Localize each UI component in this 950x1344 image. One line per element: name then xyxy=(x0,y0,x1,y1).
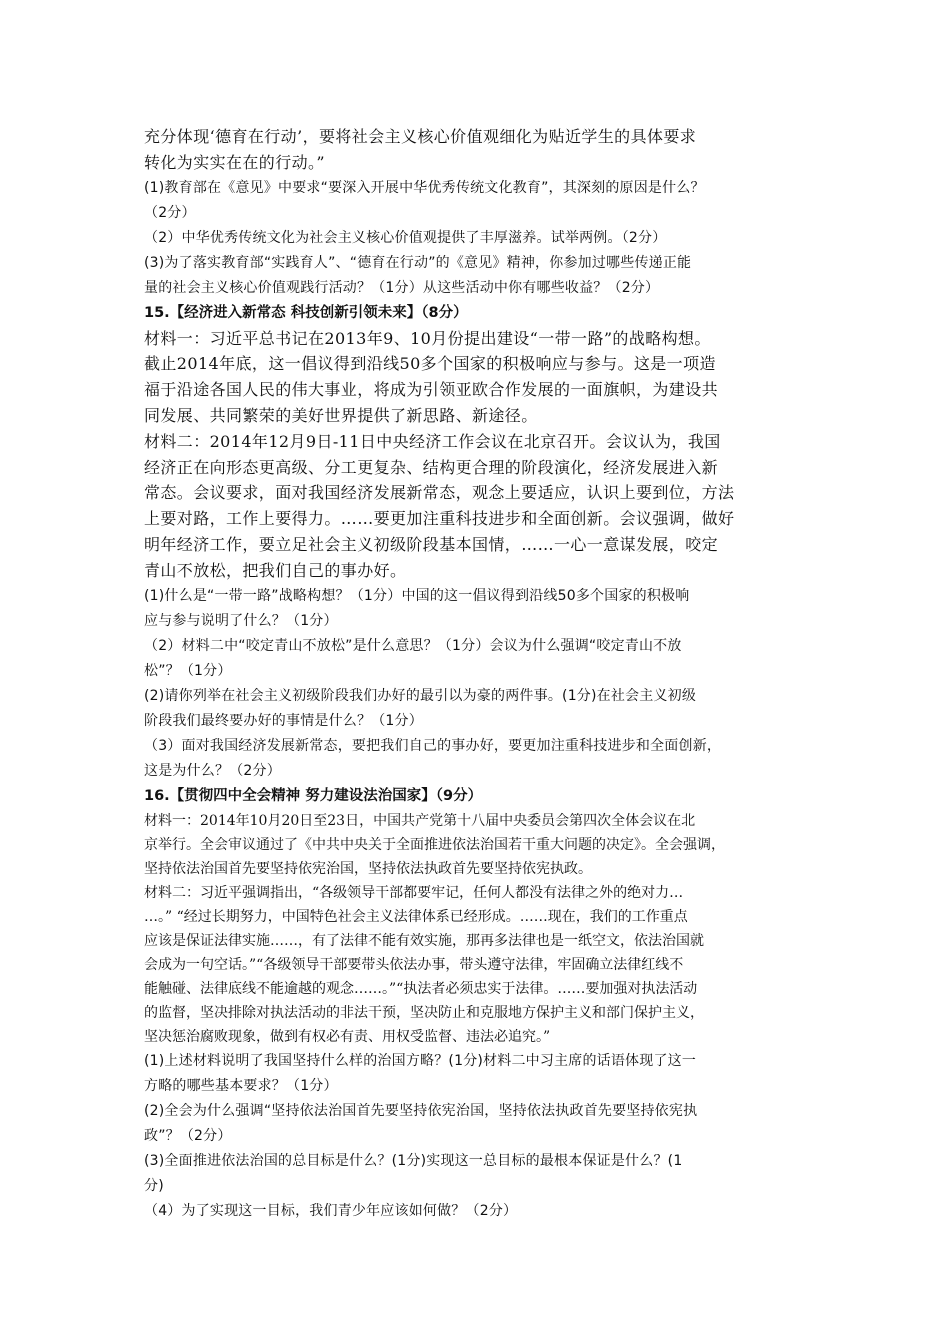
question-15-material-2 xyxy=(144,429,814,584)
question-16-subquestions xyxy=(144,1049,814,1224)
material-line: 经济正在向形态更高级、分工更复杂、结构更合理的阶段演化，经济发展进入新 xyxy=(144,457,719,477)
material-line: 材料一：习近平总书记在2013年9、10月份提出建设“一带一路”的战略构想。 xyxy=(144,328,711,348)
material-line: 应该是保证法律实施……，有了法律不能有效实施，那再多法律也是一纸空文，依法治国就 xyxy=(144,932,704,949)
question-line: 阶段我们最终要办好的事情是什么？（1分） xyxy=(144,712,423,729)
question-16 xyxy=(144,784,814,1224)
material-line: 材料二：2014年12月9日-11日中央经济工作会议在北京召开。会议认为，我国 xyxy=(144,431,721,451)
question-line: (1)教育部在《意见》中要求“要深入开展中华优秀传统文化教育”，其深刻的原因是什么？ xyxy=(144,179,705,196)
question-line: 松”？（1分） xyxy=(144,662,232,679)
question-line: （3）面对我国经济发展新常态，要把我们自己的事办好，要更加注重科技进步和全面创新， xyxy=(144,737,722,754)
material-line: …。” “经过长期努力，中国特色社会主义法律体系已经形成。……现在，我们的工作重点 xyxy=(144,908,688,925)
material-line: 会成为一句空话。”“各级领导干部要带头依法办事，带头遵守法律，牢固确立法律红线不 xyxy=(144,956,684,973)
question-16-material-2 xyxy=(144,881,814,1049)
material-line: 上要对路，工作上要得力。……要更加注重科技进步和全面创新。会议强调，做好 xyxy=(144,509,735,529)
question-line: 分) xyxy=(144,1177,164,1194)
material-line: 京举行。全会审议通过了《中共中央关于全面推进依法治国若干重大问题的决定》。全会强调， xyxy=(144,836,725,853)
question-line: （2）材料二中“咬定青山不放松”是什么意思？（1分）会议为什么强调“咬定青山不放 xyxy=(144,637,682,654)
question-15 xyxy=(144,301,814,784)
question-14-subquestions xyxy=(144,176,814,301)
question-16-material-1 xyxy=(144,809,814,881)
question-line: (2)全会为什么强调“坚持依法治国首先要坚持依宪治国，坚持依法执政首先要坚持依宪执 xyxy=(144,1102,698,1119)
question-line: (1)上述材料说明了我国坚持什么样的治国方略？(1分)材料二中习主席的话语体现了这一 xyxy=(144,1052,697,1069)
material-line: 坚决惩治腐败现象，做到有权必有责、用权受监督、违法必追究。” xyxy=(144,1028,551,1045)
question-line: 量的社会主义核心价值观践行活动？（1分）从这些活动中你有哪些收益？（2分） xyxy=(144,279,660,296)
question-15-heading: 15.【经济进入新常态 科技创新引领未来】（8分） xyxy=(144,304,468,321)
material-line: 截止2014年底，这一倡议得到沿线50多个国家的积极响应与参与。这是一项造 xyxy=(144,354,716,374)
question-line: 应与参与说明了什么？（1分） xyxy=(144,612,338,629)
question-line: 政”？（2分） xyxy=(144,1127,232,1144)
question-line: (1)什么是“一带一路”战略构想？（1分）中国的这一倡议得到沿线50多个国家的积极响 xyxy=(144,587,690,604)
question-line: 方略的哪些基本要求？（1分） xyxy=(144,1077,338,1094)
question-line: 这是为什么？（2分） xyxy=(144,762,281,779)
question-line: （4）为了实现这一目标，我们青少年应该如何做？（2分） xyxy=(144,1202,518,1219)
question-line: （2）中华优秀传统文化为社会主义核心价值观提供了丰厚滋养。试举两例。（2分） xyxy=(144,229,667,246)
document-content xyxy=(144,124,814,1224)
material-line: 坚持依法治国首先要坚持依宪治国，坚持依法执政首先要坚持依宪执政。 xyxy=(144,860,592,877)
question-line: (2)请你列举在社会主义初级阶段我们办好的最引以为豪的两件事。(1分)在社会主义初级 xyxy=(144,687,697,704)
question-line: （2分） xyxy=(144,204,196,221)
material-line: 青山不放松，把我们自己的事办好。 xyxy=(144,560,407,580)
material-line: 材料一：2014年10月20日至23日，中国共产党第十八届中央委员会第四次全体会议在北 xyxy=(144,812,696,829)
material-line: 福于沿途各国人民的伟大事业，将成为引领亚欧合作发展的一面旗帜，为建设共 xyxy=(144,380,719,400)
question-15-subquestions xyxy=(144,584,814,784)
question-15-material-1 xyxy=(144,326,814,429)
material-line: 能触碰、法律底线不能逾越的观念……。”“执法者必须忠实于法律。……要加强对执法活动 xyxy=(144,980,698,997)
material-line: 明年经济工作，要立足社会主义初级阶段基本国情，……一心一意谋发展，咬定 xyxy=(144,534,719,554)
intro-line: 转化为实实在在的行动。” xyxy=(144,152,325,172)
intro-line: 充分体现‘德育在行动’，要将社会主义核心价值观细化为贴近学生的具体要求 xyxy=(144,127,697,146)
material-line: 的监督，坚决排除对执法活动的非法干预，坚决防止和克服地方保护主义和部门保护主义， xyxy=(144,1004,704,1021)
material-line: 材料二：习近平强调指出，“各级领导干部都要牢记，任何人都没有法律之外的绝对力… xyxy=(144,884,684,901)
question-line: (3)为了落实教育部“实践育人”、“德育在行动”的《意见》精神，你参加过哪些传递正能 xyxy=(144,254,692,271)
question-16-heading: 16.【贯彻四中全会精神 努力建设法治国家】（9分） xyxy=(144,787,483,804)
material-line: 常态。会议要求，面对我国经济发展新常态，观念上要适应，认识上要到位，方法 xyxy=(144,483,735,503)
intro-block xyxy=(144,124,814,176)
question-line: (3)全面推进依法治国的总目标是什么？(1分)实现这一总目标的最根本保证是什么？(1 xyxy=(144,1152,683,1169)
material-line: 同发展、共同繁荣的美好世界提供了新思路、新途径。 xyxy=(144,405,538,425)
